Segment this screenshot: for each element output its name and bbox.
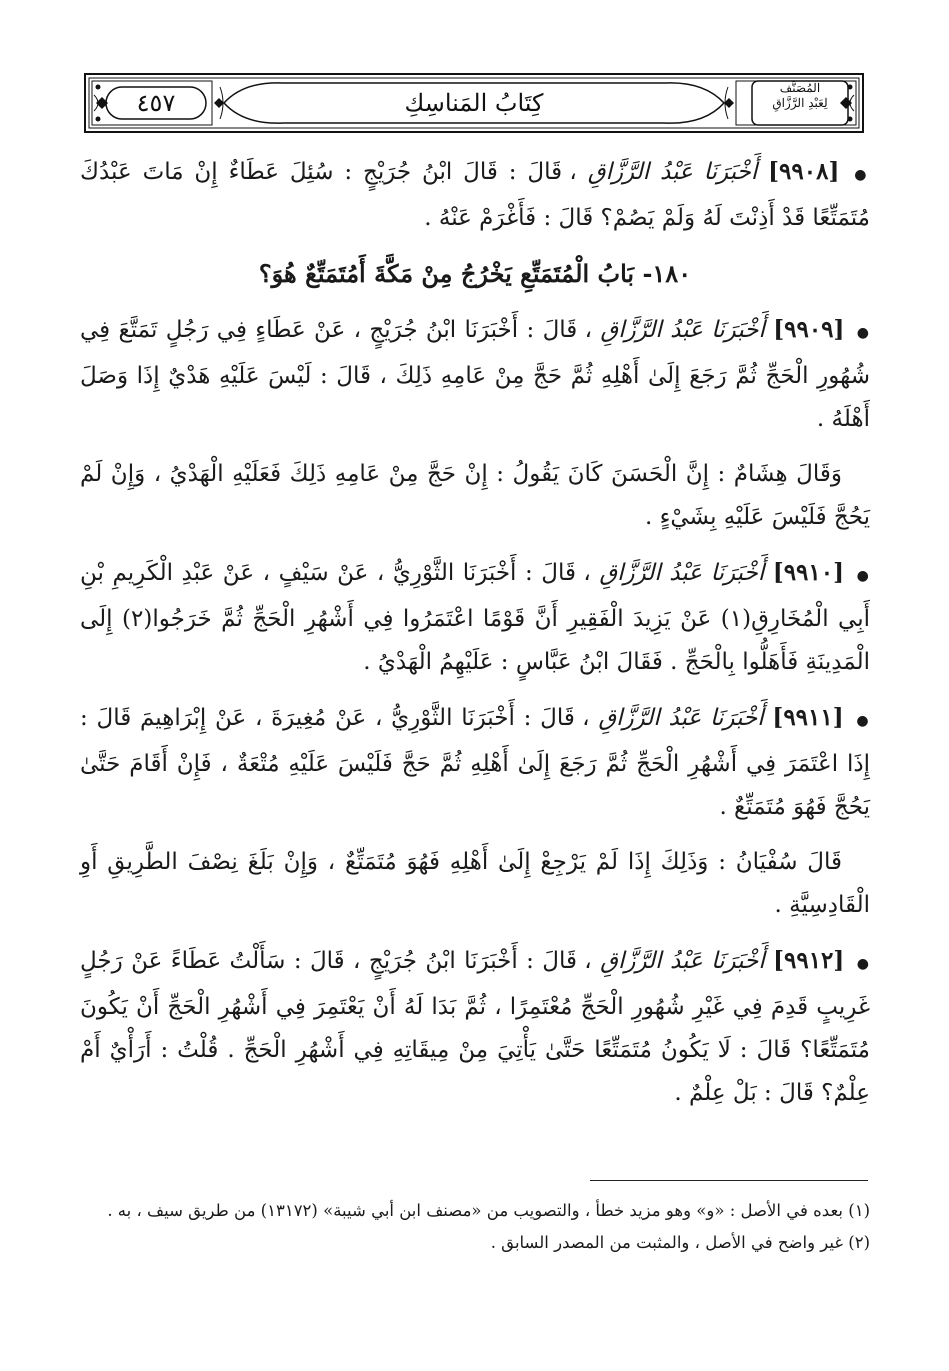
hadith-opening: أَخْبَرَنَا عَبْدُ الرَّزَّاقِ [600,948,765,974]
page-number: ٤٥٧ [136,89,176,117]
hadith-9910 [80,551,870,684]
hadith-9909 [80,308,870,441]
series-logo [760,81,840,125]
page-header [84,73,864,133]
footnotes [80,1195,870,1259]
main-text [80,150,870,1127]
hadith-text: ، قَالَ : أَخْبَرَنَا الثَّوْرِيُّ ، عَنْ مُغِيرَةَ ، عَنْ إِبْرَاهِيمَ قَالَ : إِذَا اعْتَمَرَ فِي أَشْهُرِ الْحَجِّ ثُمَّ رَجَعَ إِلَىٰ أَهْلِهِ ثُمَّ حَجَّ فَلَيْسَ عَلَيْهِ مُتْعَةٌ ، فَإِنْ أَقَامَ حَتَّىٰ يَحُجَّ فَهُوَ مُتَمَتِّعٌ . [80,705,870,820]
hadith-9911-addendum [80,841,870,927]
addendum-text: قَالَ سُفْيَانُ : وَذَلِكَ إِذَا لَمْ يَرْجِعْ إِلَىٰ أَهْلِهِ فَهُوَ مُتَمَتِّعٌ ، وَإِنْ بَلَغَ نِصْفَ الطَّرِيقِ أَوِ الْقَادِسِيَّةِ . [80,849,870,918]
footnote-1: (١) بعده في الأصل : «و» وهو مزيد خطأ ، والتصويب من «مصنف ابن أبي شيبة» (١٣١٧٢) من طريق سيف ، به . [107,1201,870,1220]
hadith-number: [٩٩١٠] [772,559,845,586]
bullet-icon: ● [856,325,871,341]
hadith-9909-addendum [80,453,870,539]
hadith-9911 [80,696,870,829]
hadith-opening: أَخْبَرَنَا عَبْدُ الرَّزَّاقِ [587,159,758,185]
hadith-opening: أَخْبَرَنَا عَبْدُ الرَّزَّاقِ [599,560,765,586]
bullet-icon: ● [854,167,871,183]
bullet-icon: ● [856,956,870,972]
footnote-divider [590,1180,868,1181]
addendum-text: وَقَالَ هِشَامٌ : إِنَّ الْحَسَنَ كَانَ يَقُولُ : إِنْ حَجَّ مِنْ عَامِهِ ذَلِكَ فَعَلَيْهِ الْهَدْيُ ، وَإِنْ لَمْ يَحُجَّ فَلَيْسَ عَلَيْهِ بِشَيْءٍ . [80,461,870,530]
bullet-icon: ● [856,713,871,729]
hadith-number: [٩٩٠٨] [768,158,840,185]
hadith-opening: أَخْبَرَنَا عَبْدُ الرَّزَّاقِ [600,317,765,343]
book-section-title: كِتَابُ المَناسِكِ [404,89,544,117]
hadith-number: [٩٩١٢] [773,947,845,974]
hadith-number: [٩٩٠٩] [773,316,845,343]
logo-line-2: لِعَبْدِ الرَّزَّاقِ [772,96,828,110]
hadith-9912 [80,939,870,1115]
hadith-number: [٩٩١١] [772,704,844,731]
hadith-opening: أَخْبَرَنَا عَبْدُ الرَّزَّاقِ [598,705,764,731]
hadith-text: ، قَالَ : قَالَ ابْنُ جُرَيْجٍ : سُئِلَ عَطَاءٌ إِنْ مَاتَ عَبْدُكَ مُتَمَتِّعًا قَدْ أَذِنْتَ لَهُ وَلَمْ يَصُمْ؟ قَالَ : فَأَغْرَمْ عَنْهُ . [80,159,870,231]
chapter-heading: ١٨٠- بَابُ الْمُتَمَتِّعِ يَخْرُجُ مِنْ مَكَّةَ أَمُتَمَتِّعٌ هُوَ؟ [258,259,692,288]
bullet-icon: ● [856,568,871,584]
hadith-9908 [80,150,870,240]
footnote-2: (٢) غير واضح في الأصل ، والمثبت من المصدر السابق . [490,1233,870,1252]
hadith-text: ، قَالَ : أَخْبَرَنَا ابْنُ جُرَيْجٍ ، عَنْ عَطَاءٍ فِي رَجُلٍ تَمَتَّعَ فِي شُهُورِ الْحَجِّ ثُمَّ رَجَعَ إِلَىٰ أَهْلِهِ ثُمَّ حَجَّ مِنْ عَامِهِ ذَلِكَ ، قَالَ : لَيْسَ عَلَيْهِ هَدْيٌ إِذَا وَصَلَ أَهْلَهُ . [80,317,870,432]
logo-line-1: المُصَنَّف [779,81,821,95]
hadith-text: ، قَالَ : أَخْبَرَنَا ابْنُ جُرَيْجٍ ، قَالَ : سَأَلْتُ عَطَاءً عَنْ رَجُلٍ غَرِيبٍ قَدِمَ فِي غَيْرِ شُهُورِ الْحَجِّ مُعْتَمِرًا ، ثُمَّ بَدَا لَهُ أَنْ يَعْتَمِرَ فِي أَشْهُرِ الْحَجِّ أَنْ يَكُونَ مُتَمَتِّعًا؟ قَالَ : لَا يَكُونُ مُتَمَتِّعًا حَتَّىٰ يَأْتِيَ مِنْ مِيقَاتِهِ فِي أَشْهُرِ الْحَجِّ . قُلْتُ : أَرَأْيٌ أَمْ عِلْمٌ؟ قَالَ : بَلْ عِلْمٌ . [80,948,870,1106]
hadith-text: ، قَالَ : أَخْبَرَنَا الثَّوْرِيُّ ، عَنْ سَيْفٍ ، عَنْ عَبْدِ الْكَرِيمِ بْنِ أَبِي الْمُخَارِقِ(١) عَنْ يَزِيدَ الْفَقِيرِ أَنَّ قَوْمًا اعْتَمَرُوا فِي أَشْهُرِ الْحَجِّ ثُمَّ خَرَجُوا(٢) إِلَى الْمَدِينَةِ فَأَهَلُّوا بِالْحَجِّ . فَقَالَ ابْنُ عَبَّاسٍ : عَلَيْهِمُ الْهَدْيُ . [80,560,870,675]
